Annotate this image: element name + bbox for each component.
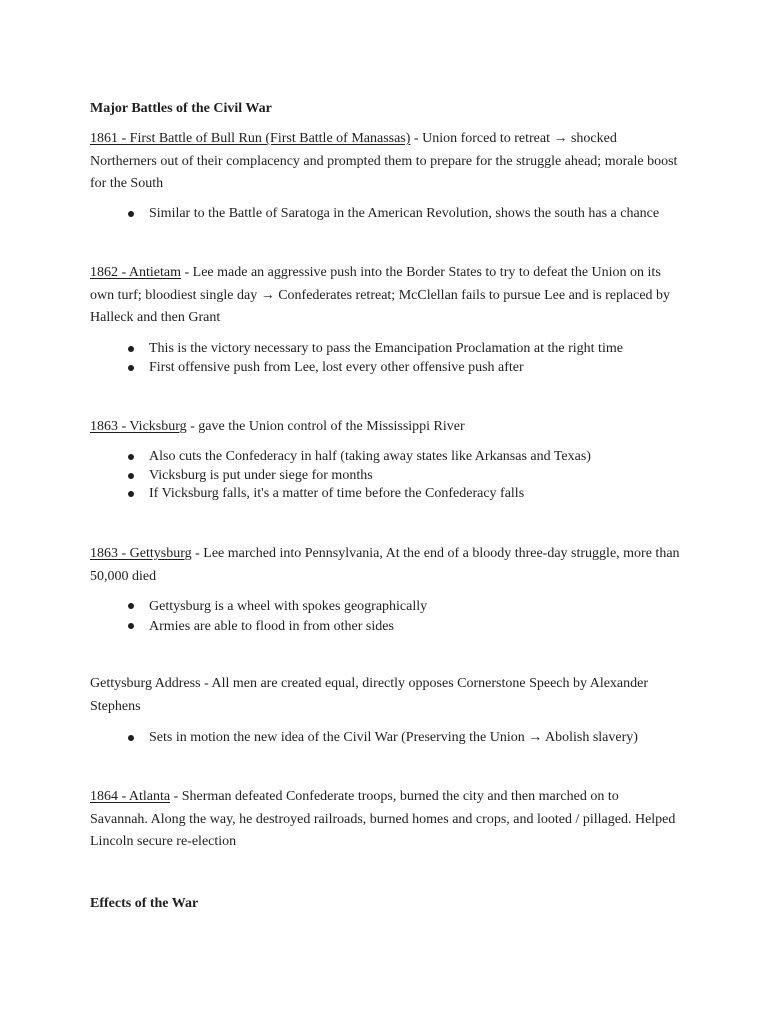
section-vicksburg [90,416,680,439]
list-item: Vicksburg is put under siege for months [128,467,688,486]
section-label: 1863 - Vicksburg [90,419,187,434]
list-item: First offensive push from Lee, lost every other offensive push after [128,359,688,378]
section-bull-run [90,128,680,196]
list-item: Armies are able to flood in from other sides [128,617,688,637]
section-text: - Lee made an aggressive push into the Border States to try to defeat the Union on its own turf; bloodiest single day → Confederates retreat; McClellan fails to pursue Lee and is replaced by Halleck and then Grant [90,265,671,325]
section-text: - Sherman defeated Confederate troops, burned the city and then marched on to Savannah. Along the way, he destroyed railroads, burned homes and crops, and looted / pillaged. Helped Lincoln secure re-election [90,789,676,849]
list-item: This is the victory necessary to pass the Emancipation Proclamation at the right time [128,340,688,359]
section-text: - Union forced to retreat → shocked Northerners out of their complacency and prompted them to prepare for the struggle ahead; morale boost for the South [90,131,678,191]
section-text: Gettysburg Address - All men are created equal, directly opposes Cornerstone Speech by Alexander Stephens [90,676,649,714]
list-item: Sets in motion the new idea of the Civil War (Preserving the Union → Abolish slavery) [128,729,688,748]
bullet-icon [128,365,134,371]
section-atlanta [90,786,680,854]
bullet-icon [128,211,134,217]
effects-heading: Effects of the War [90,896,199,911]
bullet-icon [128,346,134,352]
list-item: Gettysburg is a wheel with spokes geographically [128,597,688,617]
bullet-list [128,597,688,637]
page-title: Major Battles of the Civil War [90,101,272,116]
bullet-icon [128,454,134,460]
list-item: If Vicksburg falls, it's a matter of time before the Confederacy falls [128,485,688,504]
bullet-list [128,729,688,748]
bullet-list [128,205,688,224]
list-item: Similar to the Battle of Saratoga in the American Revolution, shows the south has a chance [128,205,688,224]
section-label: 1863 - Gettysburg [90,546,192,561]
section-label: 1864 - Atlanta [90,789,171,804]
section-label: 1862 - Antietam [90,265,181,280]
bullet-list [128,448,688,504]
bullet-icon [128,603,134,609]
bullet-icon [128,735,134,741]
section-gettysburg [90,543,680,588]
section-text: - gave the Union control of the Mississippi River [186,419,465,434]
bullet-list [128,340,688,377]
bullet-icon [128,623,134,629]
bullet-icon [128,473,134,479]
section-text: - Lee marched into Pennsylvania, At the end of a bloody three-day struggle, more than 50,000 died [90,546,680,584]
section-label: 1861 - First Battle of Bull Run (First Battle of Manassas) [90,131,411,146]
bullet-icon [128,491,134,497]
list-item: Also cuts the Confederacy in half (taking away states like Arkansas and Texas) [128,448,688,467]
section-gettysburg-address [90,673,680,718]
section-antietam [90,262,680,330]
